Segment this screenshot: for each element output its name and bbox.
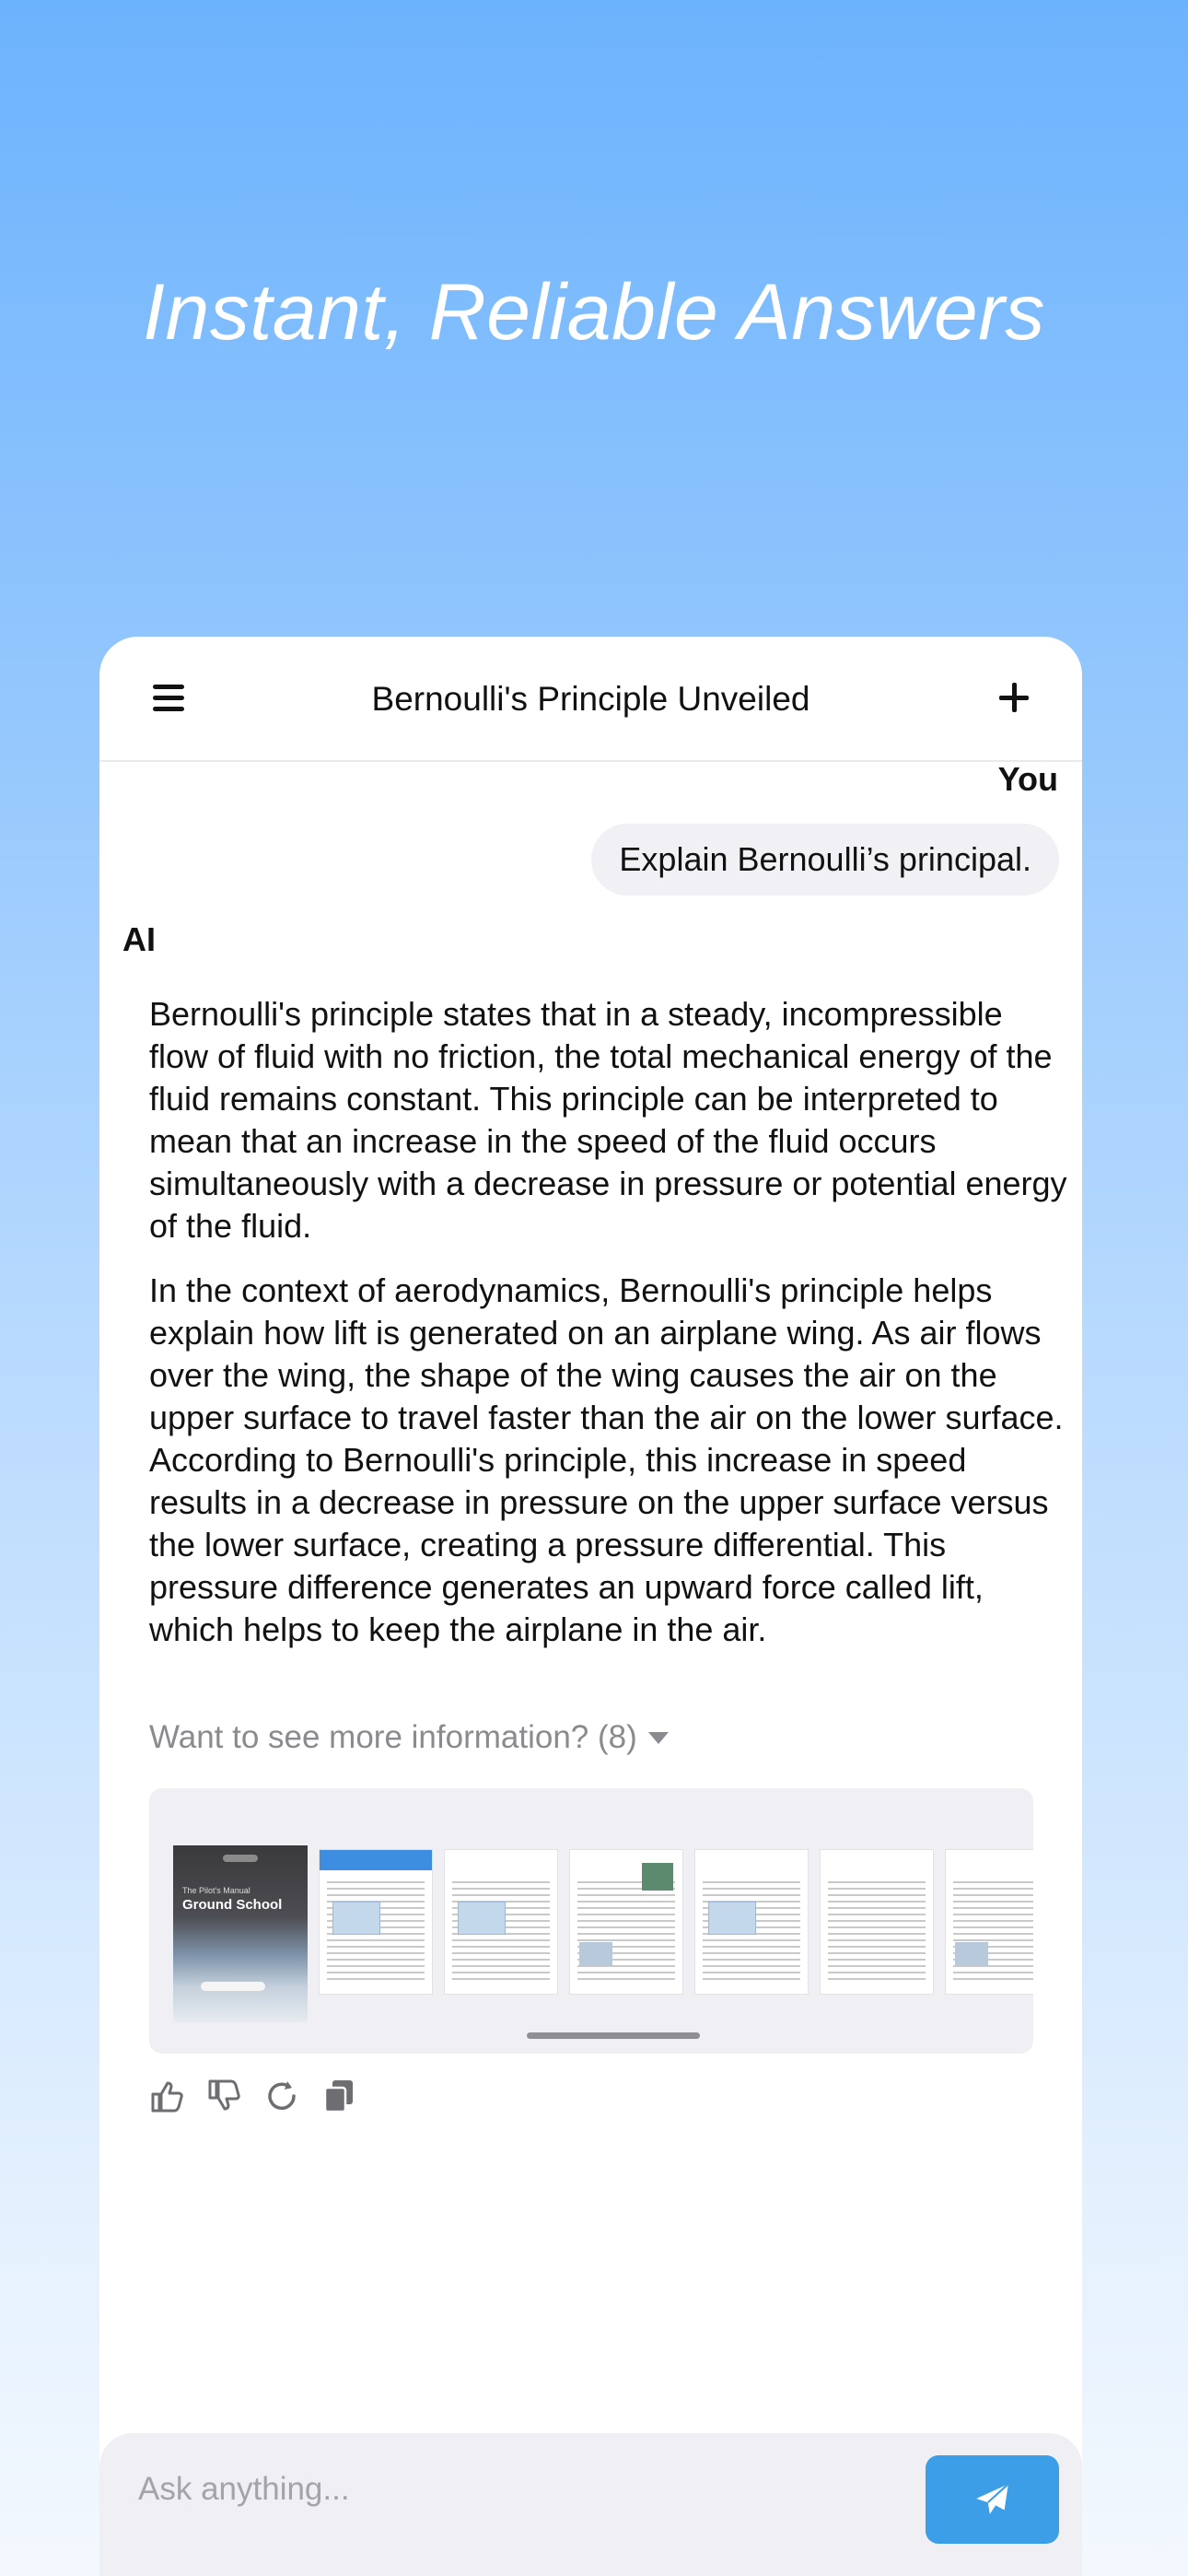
caret-down-icon <box>648 1732 669 1744</box>
wings-logo-icon <box>223 1855 258 1862</box>
paper-plane-icon <box>973 2480 1012 2519</box>
copy-icon[interactable] <box>320 2078 357 2114</box>
ai-label: AI <box>122 920 156 958</box>
thumbs-up-icon[interactable] <box>149 2078 186 2114</box>
response-actions <box>149 2078 357 2114</box>
thumbs-down-icon[interactable] <box>206 2078 243 2114</box>
source-thumbnail[interactable] <box>569 1849 683 1995</box>
more-information-label: Want to see more information? (8) <box>149 1719 637 1755</box>
ai-paragraph: In the context of aerodynamics, Bernoulli's principle helps explain how lift is generated on an airplane wing. As air flows over the wing, the shape of the wing causes the air on the upper surface to travel faster than the air on the lower surface. According to Bernoulli's principle, this increase in speed results in a decrease in pressure on the upper surface versus the lower surface, creating a pressure differential. This pressure difference generates an upward force called lift, which helps to keep the airplane in the air. <box>149 1271 1064 1648</box>
source-documents-carousel[interactable] <box>149 1788 1033 2054</box>
conversation-title: Bernoulli's Principle Unveiled <box>371 680 810 718</box>
source-thumbnail[interactable] <box>945 1849 1033 1995</box>
new-chat-plus-icon[interactable] <box>999 683 1029 712</box>
hero-title: Instant, Reliable Answers <box>143 268 1045 357</box>
source-thumbnail[interactable] <box>820 1849 934 1995</box>
user-message-bubble: Explain Bernoulli’s principal. <box>591 824 1059 896</box>
chat-card <box>99 637 1082 2576</box>
regenerate-icon[interactable] <box>263 2078 300 2114</box>
send-button[interactable] <box>926 2455 1059 2544</box>
ai-paragraph: Bernoulli's principle states that in a steady, incompressible flow of fluid with no friction, the total mechanical energy of the fluid remains constant. This principle can be interpreted to mean that an increase in the speed of the fluid occurs simultaneously with a decrease in pressure or potential energy of the fluid. <box>149 995 1067 1245</box>
source-thumbnail-strip <box>173 1849 1033 2022</box>
more-information-toggle[interactable] <box>149 1719 669 1756</box>
ask-input[interactable] <box>136 2461 914 2518</box>
cover-subtitle: The Pilot's Manual <box>182 1886 250 1895</box>
horizontal-scrollbar[interactable] <box>527 2032 700 2039</box>
chat-header <box>99 637 1082 762</box>
source-thumbnail[interactable] <box>444 1849 558 1995</box>
ai-response <box>149 993 1070 1673</box>
user-label: You <box>997 760 1058 798</box>
cover-title: Ground School <box>182 1897 283 1913</box>
source-thumbnail[interactable] <box>173 1845 308 2022</box>
airplane-icon <box>201 1982 265 1991</box>
composer-bar <box>99 2433 1082 2576</box>
source-thumbnail[interactable] <box>319 1849 433 1995</box>
source-thumbnail[interactable] <box>694 1849 809 1995</box>
